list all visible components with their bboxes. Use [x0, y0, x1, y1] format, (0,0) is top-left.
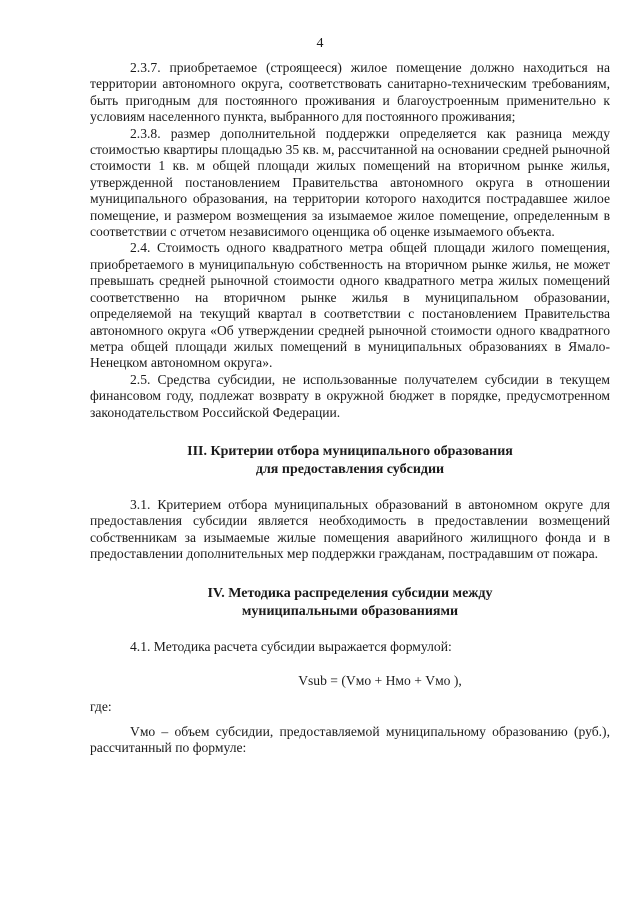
where-label: где:	[90, 699, 112, 715]
document-body	[90, 60, 610, 757]
spacer	[90, 621, 610, 639]
spacer	[90, 655, 610, 673]
spacer	[90, 563, 610, 585]
section-4-heading-line-1: IV. Методика распределения субсидии между	[207, 585, 493, 601]
paragraph-3-1: 3.1. Критерием отбора муниципальных образований в автономном округе для предоставления субсидии является необходимость в предоставлении возмещений собственникам за изымаемые жилые помещения аварийного жилищного фонда и в предоставлении дополнительных мер поддержки гражданам, пострадавшим от пожара.	[90, 496, 610, 562]
subsidy-formula: Vsub = (Vмо + Нмо + Vмо ),	[298, 672, 462, 688]
section-4-heading-line-2: муниципальными образованиями	[241, 603, 459, 619]
section-3-heading-line-2: для предоставления субсидии	[255, 461, 445, 477]
paragraph-vmo-definition: Vмо – объем субсидии, предоставляемой муниципальному образованию (руб.), рассчитанный по формуле:	[90, 723, 610, 756]
paragraph-4-1: 4.1. Методика расчета субсидии выражается формулой:	[130, 638, 452, 654]
spacer	[90, 479, 610, 497]
spacer	[90, 421, 610, 443]
spacer	[90, 689, 610, 699]
paragraph-2-5: 2.5. Средства субсидии, не использованные получателем субсидии в текущем финансовом году, подлежат возврату в окружной бюджет в порядке, предусмотренном законодательством Российской Федерации.	[90, 371, 610, 420]
section-3-heading-line-1: III. Критерии отбора муниципального образования	[187, 443, 513, 459]
page-number: 4	[316, 36, 324, 51]
paragraph-2-3-7: 2.3.7. приобретаемое (строящееся) жилое помещение должно находиться на территории автономного округа, соответствовать санитарно-техническим требованиям, быть пригодным для постоянного проживания и благоустроенным применительно к условиям населенного пункта, выбранного для постоянного проживания;	[90, 60, 610, 125]
paragraph-2-4: 2.4. Стоимость одного квадратного метра общей площади жилого помещения, приобретаемого в муниципальную собственность на вторичном рынке жилья, не может превышать средней рыночной стоимости одного квадратного метра жилых помещений соответственно на вторичном рынке жилья в муниципальном образовании, определяемой на текущий квартал в соответствии с постановлением Правительства автономного округа «Об утверждении средней рыночной стоимости одного квадратного метра общей площади жилых помещений в муниципальных образованиях в Ямало-Ненецком автономном округа».	[90, 240, 610, 371]
paragraph-2-3-8: 2.3.8. размер дополнительной поддержки определяется как разница между стоимостью квартиры площадью 35 кв. м, рассчитанной на основании средней рыночной стоимости 1 кв. м общей площади жилых помещений на вторичном рынке жилья, утвержденной постановлением Правительства автономного округа в отношении муниципального образования, на территории которого находится пострадавшее жилое помещение, и размером возмещения за изымаемое жилое помещение, определенным в соответствии с отчетом независимого оценщика об оценке изымаемого объекта.	[90, 125, 610, 240]
spacer	[90, 716, 610, 724]
